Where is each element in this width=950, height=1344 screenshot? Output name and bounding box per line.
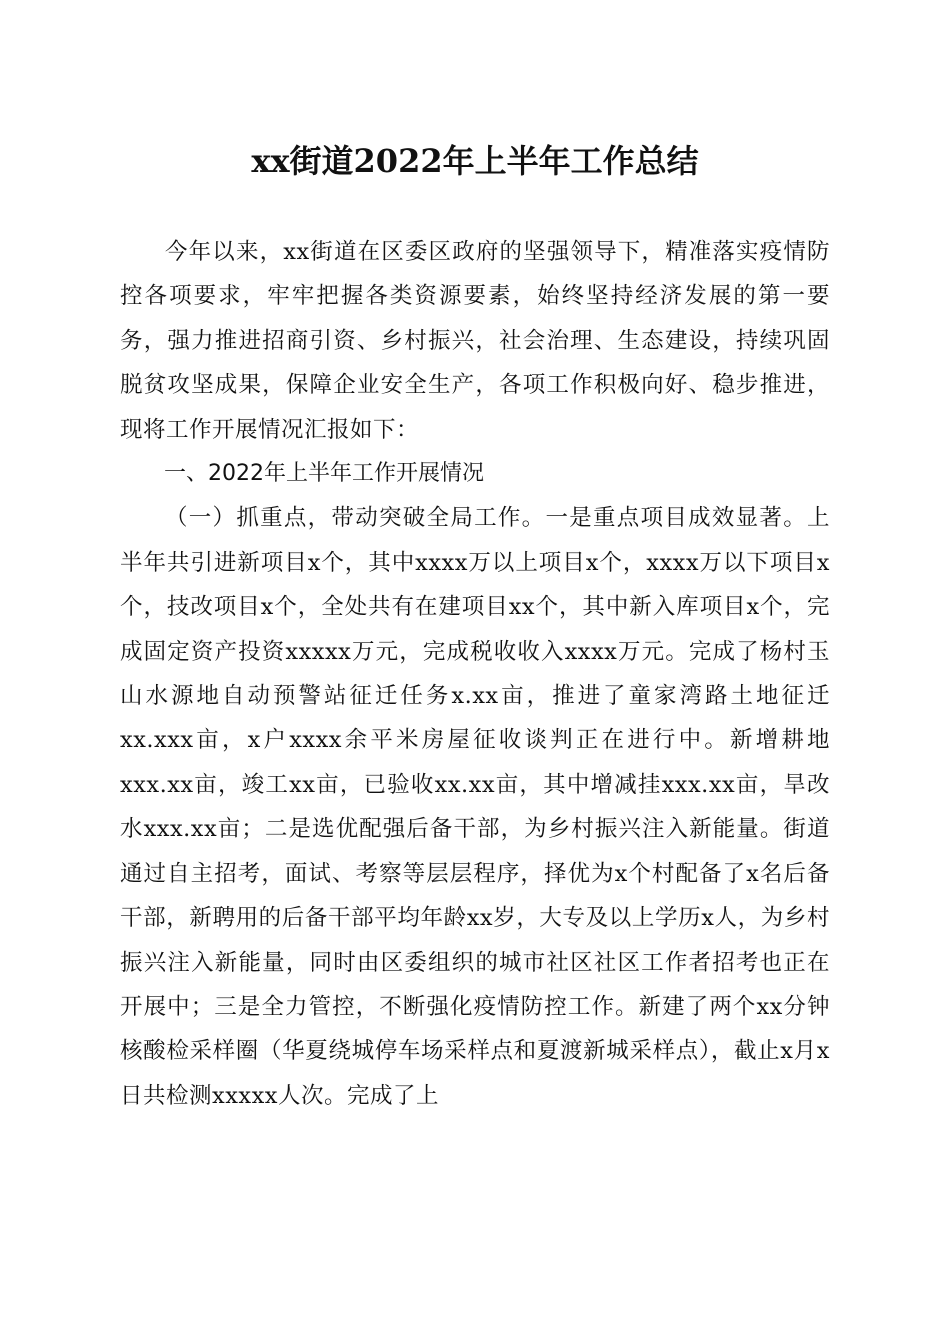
subsection-paragraph [120, 496, 830, 1118]
document-body [120, 230, 830, 1118]
intro-paragraph: 今年以来，xx街道在区委区政府的坚强领导下，精准落实疫情防控各项要求，牢牢把握各类资源要素，始终坚持经济发展的第一要务，强力推进招商引资、乡村振兴，社会治理、生态建设，持续巩固脱贫攻坚成果，保障企业安全生产，各项工作积极向好、稳步推进，现将工作开展情况汇报如下： [120, 239, 830, 443]
subsection-lead: （一）抓重点，带动突破全局工作。 [165, 505, 546, 532]
document-title: xx街道2022年上半年工作总结 [251, 142, 699, 180]
subsection-body: 一是重点项目成效显著。上半年共引进新项目x个，其中xxxx万以上项目x个，xxxx万以下项目x个，技改项目x个，全处共有在建项目xx个，其中新入库项目x个，完成固定资产投资xxxxx万元，完成税收收入xxxx万元。完成了杨村玉山水源地自动预警站征迁任务x.xx亩，推进了童家湾路土地征迁xx.xxx亩，x户xxxx余平米房屋征收谈判正在进行中。新增耕地xxx.xx亩，竣工xx亩，已验收xx.xx亩，其中增减挂xxx.xx亩，旱改水xxx.xx亩；二是选优配强后备干部，为乡村振兴注入新能量。街道通过自主招考，面试、考察等层层程序，择优为x个村配备了x名后备干部，新聘用的后备干部平均年龄xx岁，大专及以上学历x人，为乡村振兴注入新能量，同时由区委组织的城市社区社区工作者招考也正在开展中；三是全力管控，不断强化疫情防控工作。新建了两个xx分钟核酸检采样圈（华夏绕城停车场采样点和夏渡新城采样点），截止x月x日共检测xxxxx人次。完成了上 [120, 505, 830, 1109]
section-heading: 一、2022年上半年工作开展情况 [164, 461, 484, 487]
